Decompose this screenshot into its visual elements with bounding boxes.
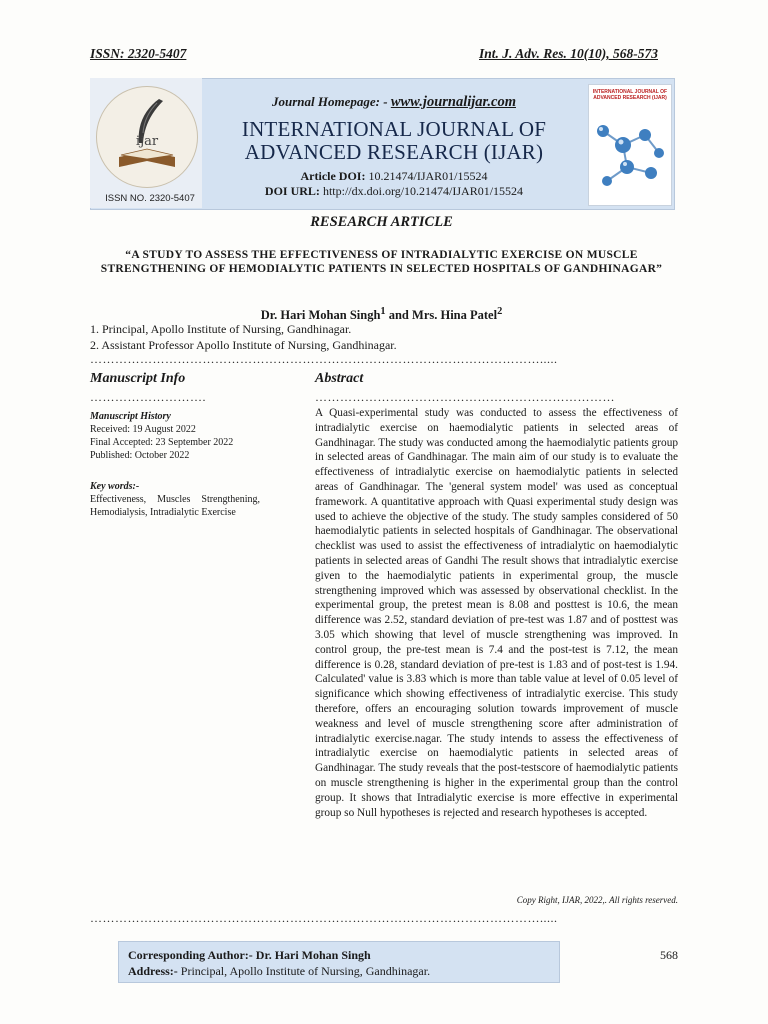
molecule-icon [589, 101, 671, 201]
journal-title-line1: INTERNATIONAL JOURNAL OF [241, 117, 547, 141]
doi-block [210, 169, 578, 199]
doi-label: Article DOI: [300, 169, 366, 183]
ijar-logo [96, 86, 198, 188]
keywords-list: Effectiveness, Muscles Strengthening, Hemodialysis, Intradialytic Exercise [90, 494, 260, 518]
doi-url-label: DOI URL: [264, 184, 320, 198]
manuscript-info [90, 410, 260, 519]
journal-cover-image [588, 84, 672, 206]
author-2-sup: 2 [497, 306, 503, 317]
corr-label: Corresponding Author:- [128, 948, 253, 962]
keywords-heading: Key words:- [90, 481, 140, 492]
affiliation-2: 2. Assistant Professor Apollo Institute of Nursing, Gandhinagar. [90, 338, 397, 352]
separator-top: ………………………………………………………………………………………………..... [90, 352, 558, 366]
article-type: RESEARCH ARTICLE [310, 214, 453, 230]
logo-text: ijar [135, 134, 159, 149]
addr-label: Address:- [128, 964, 178, 978]
separator-abstract: ……………………………………………………………… [315, 390, 615, 404]
doi-url-link[interactable]: http://dx.doi.org/10.21474/IJAR01/15524 [322, 184, 524, 198]
corresponding-address [128, 964, 430, 979]
page-number: 568 [660, 948, 678, 962]
accepted-date: Final Accepted: 23 September 2022 [90, 437, 234, 448]
article-title: “A STUDY TO ASSESS THE EFFECTIVENESS OF INTRADIALYTIC EXERCISE ON MUSCLE STRENGTHENING OF HEMODIALYTIC PATIENTS IN SELECTED HOSPITALS OF GANDHINAGAR” [100, 249, 663, 275]
doi-value: 10.21474/IJAR01/15524 [368, 169, 488, 183]
author-1-sup: 1 [380, 306, 386, 317]
issn-label: ISSN: 2320-5407 [90, 46, 187, 61]
received-date: Received: 19 August 2022 [90, 424, 196, 435]
published-date: Published: October 2022 [90, 450, 190, 461]
affiliation-1: 1. Principal, Apollo Institute of Nursing, Gandhinagar. [90, 322, 352, 336]
logo-issn: ISSN NO. 2320-5407 [105, 193, 195, 204]
homepage-label: Journal Homepage: - [272, 94, 388, 109]
journal-title [205, 118, 583, 164]
citation-label: Int. J. Adv. Res. 10(10), 568-573 [479, 46, 658, 61]
addr-value: Principal, Apollo Institute of Nursing, Gandhinagar. [177, 964, 431, 978]
author-line [90, 306, 673, 323]
journal-title-line2: ADVANCED RESEARCH (IJAR) [244, 140, 544, 164]
corr-name: Dr. Hari Mohan Singh [252, 948, 371, 962]
corresponding-author [128, 948, 371, 963]
author-1: Dr. Hari Mohan Singh [260, 308, 381, 323]
author-2: Mrs. Hina Patel [412, 308, 498, 323]
separator-bottom: ………………………………………………………………………………………………..... [90, 911, 558, 925]
homepage-link[interactable]: www.journalijar.com [390, 94, 516, 110]
abstract-text: A Quasi-experimental study was conducted to assess the effectiveness of intradialytic exercise on haemodialytic patients in selected areas of Gandhinagar. The study was conducted among the haemodialytic patients group in selected areas of Gandhinagar. The main aim of our study is to evaluate the effectiveness of intradialytic exercise on haemodialytic patients in selected areas of Gandhinagar. The 'general system model' was used as conceptual framework. A quantitative approach with Quasi experimental study design was used to achieve the objective of the study. The study samples considered of 50 haemodialytic patients in selected hospitals of Gandhinagar. The observational checklist was used to assist the effectiveness of intradialytic on haemodialytic patients in selected areas of Gandhi The result shows that intradialytic exercise given to the haemodialytic patients in experimental group, the muscle strengthening improved which was assessed by observational checklist. In the experimental group, the pretest mean is 8.08 and posttest is 10.6, the mean difference was 2.52, standard deviation of pre-test was 1.87 and of posttest was 3.05 which showing that level of muscle strengthening was improved. In control group, the pre-test mean is 7.4 and the post-test is 7.12, the mean difference is 0.28, standard deviation of pre-test is 1.83 and of post-test is 1.94. Calculated' value is 3.83 which is more than table value at level of 0.05 level of significance which showing effectiveness of intradialytic exercise. This study therefore, offers an encouraging solution towards improvement of muscle weakness and level of muscle strengthening score after administration of intradialytic exercise.nagar. The study intends to assess the effectiveness of intradialytic exercise on haemodialytic patients in selected areas of Gandhinagar. The study reveals that the post-testscore of haemodialytic patients on muscle strengthening is higher in the experimental group than the control group. It shows that Intradialytic exercise is more effective in experimental group so Null hypotheses is rejected and research hypotheses is accepted. [315, 407, 678, 819]
running-header [90, 46, 658, 62]
abstract-heading: Abstract [315, 371, 364, 386]
journal-homepage [210, 94, 578, 111]
copyright-note: Copy Right, IJAR, 2022,. All rights reserved. [516, 895, 678, 905]
manuscript-info-heading: Manuscript Info [90, 371, 186, 386]
history-heading: Manuscript History [90, 411, 171, 422]
cover-title: INTERNATIONAL JOURNAL OF ADVANCED RESEARCH (IJAR) [592, 89, 668, 101]
separator-left: ………………………. [90, 390, 206, 404]
quill-book-icon [97, 87, 197, 187]
author-join: and [385, 308, 413, 323]
